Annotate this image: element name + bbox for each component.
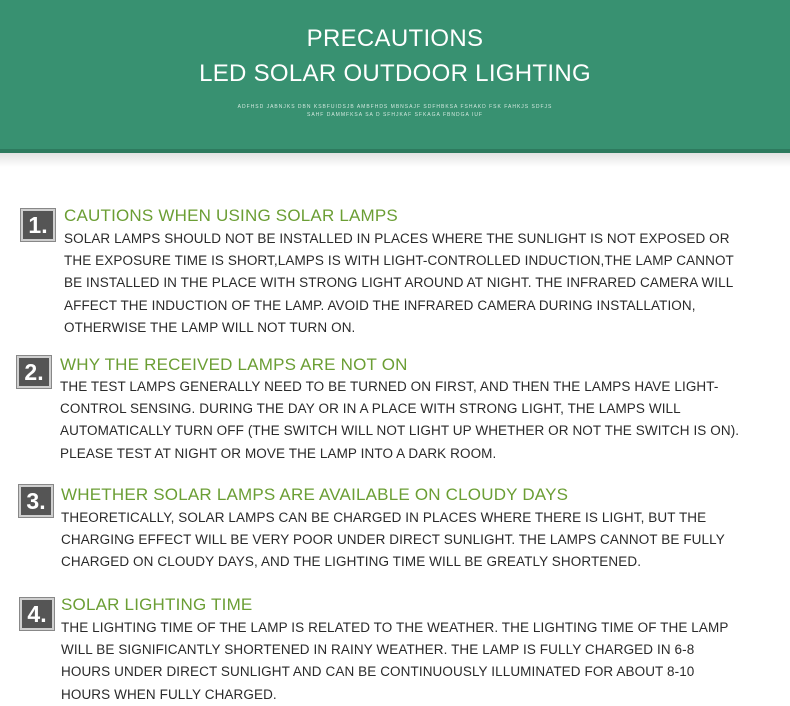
body-line: CHARGING EFFECT WILL BE VERY POOR UNDER DIRECT SUNLIGHT. THE LAMPS CANNOT BE FULLY (61, 532, 725, 548)
body-line: THEORETICALLY, SOLAR LAMPS CAN BE CHARGED IN PLACES WHERE THERE IS LIGHT, BUT THE (61, 510, 707, 525)
header-shadow (0, 153, 790, 167)
section-number-badge: 3. (19, 485, 53, 517)
body-line: THE EXPOSURE TIME IS SHORT,LAMPS IS WITH LIGHT-CONTROLLED INDUCTION,THE LAMP CANNOT (64, 253, 734, 269)
body-line: SOLAR LAMPS SHOULD NOT BE INSTALLED IN PLACES WHERE THE SUNLIGHT IS NOT EXPOSED OR (64, 231, 730, 246)
body-line: CONTROL SENSING. DURING THE DAY OR IN A PLACE WITH STRONG LIGHT, THE LAMPS WILL (60, 401, 681, 417)
section-number-badge: 2. (17, 356, 51, 388)
section-number-badge: 1. (21, 209, 55, 241)
page-subtitle: LED SOLAR OUTDOOR LIGHTING (199, 60, 591, 87)
section-body (61, 617, 728, 706)
section-number-badge: 4. (20, 598, 54, 630)
section-body (61, 507, 725, 574)
section-title: WHETHER SOLAR LAMPS ARE AVAILABLE ON CLOUDY DAYS (61, 485, 569, 504)
body-line: CHARGED ON CLOUDY DAYS, AND THE LIGHTING TIME WILL BE GREATLY SHORTENED. (61, 554, 642, 570)
body-line: HOURS WHEN FULLY CHARGED. (61, 686, 277, 702)
section-title: CAUTIONS WHEN USING SOLAR LAMPS (64, 206, 398, 225)
body-line: THE TEST LAMPS GENERALLY NEED TO BE TURNED ON FIRST, AND THEN THE LAMPS HAVE LIGHT- (60, 379, 719, 394)
body-line: WILL BE SIGNIFICANTLY SHORTENED IN RAINY WEATHER. THE LAMP IS FULLY CHARGED IN 6-8 (61, 642, 695, 658)
page-title: PRECAUTIONS (306, 25, 484, 52)
body-line: BE INSTALLED IN THE PLACE WITH STRONG LIGHT AROUND AT NIGHT. THE INFRARED CAMERA WILL (64, 275, 734, 291)
body-line: HOURS UNDER DIRECT SUNLIGHT AND CAN BE CONTINUOUSLY ILLUMINATED FOR ABOUT 8-10 (61, 664, 695, 680)
header-fine-text: SAHF DAMMFKSA SA D SFHJKAF SFKAGA FBNDGA IUF (307, 112, 483, 118)
body-line: AFFECT THE INDUCTION OF THE LAMP. AVOID THE INFRARED CAMERA DURING INSTALLATION, (64, 297, 696, 313)
body-line: AUTOMATICALLY TURN OFF (THE SWITCH WILL NOT LIGHT UP WHETHER OR NOT THE SWITCH IS ON). (60, 423, 740, 439)
section-title: SOLAR LIGHTING TIME (61, 595, 253, 614)
body-line: OTHERWISE THE LAMP WILL NOT TURN ON. (64, 319, 356, 335)
body-line: THE LIGHTING TIME OF THE LAMP IS RELATED TO THE WEATHER. THE LIGHTING TIME OF THE LAMP (61, 620, 729, 635)
section-title: WHY THE RECEIVED LAMPS ARE NOT ON (60, 355, 408, 374)
section-body (60, 376, 739, 465)
section-body (64, 228, 734, 339)
header-fine-text: ADFHSD JABNJKS DBN KSBFUIDSJB AMBFHDS MBNSAJF SDFHBKSA FSHAKD FSK FAHKJS SDFJS (237, 104, 553, 110)
body-line: PLEASE TEST AT NIGHT OR MOVE THE LAMP INTO A DARK ROOM. (60, 445, 497, 461)
